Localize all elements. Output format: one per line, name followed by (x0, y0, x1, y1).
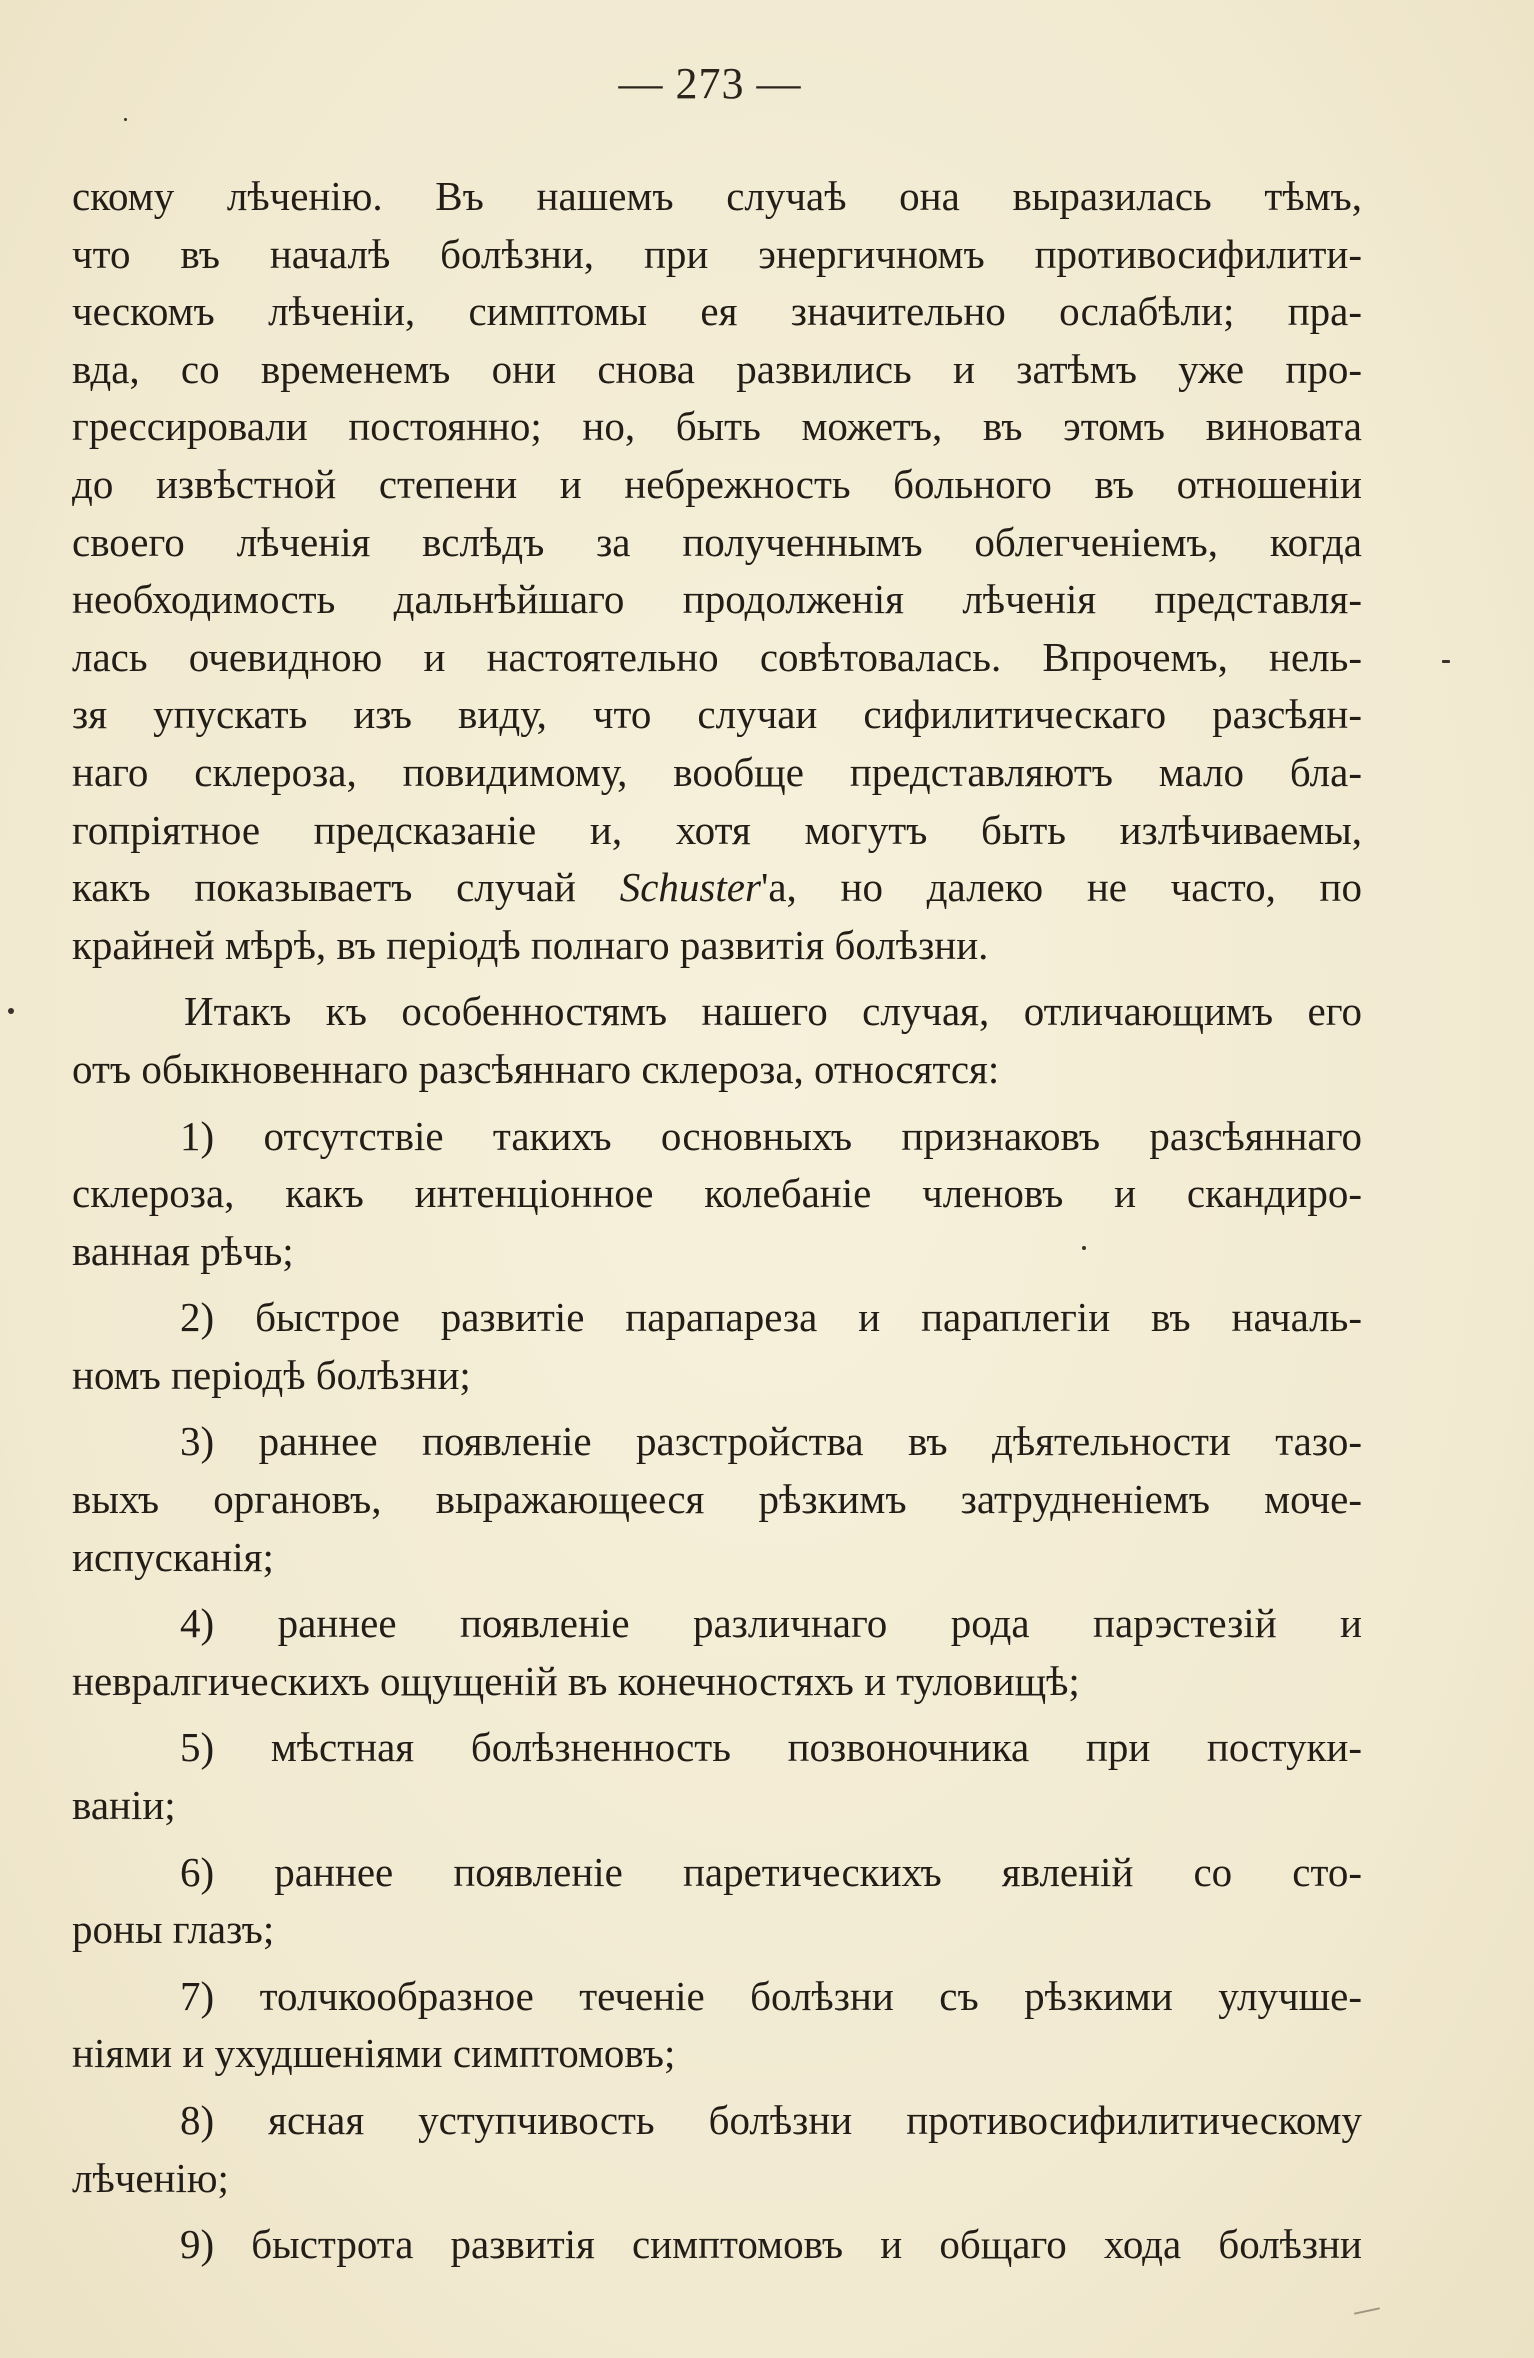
list-item-line: номъ періодѣ болѣзни; (72, 1351, 471, 1398)
paragraph-2 (72, 983, 1362, 1098)
list-item-line: невралгическихъ ощущеній въ конечностяхъ и туловищѣ; (72, 1657, 1080, 1704)
list-item-line: испусканія; (72, 1533, 274, 1580)
text-line: наго склероза, повидимому, вообще представляютъ мало бла- (72, 748, 1362, 795)
list-item-line: 8) ясная уступчивость болѣзни противосифилитическому (180, 2097, 1362, 2143)
list-item-line: 3) раннее появленіе разстройства въ дѣятельности тазо- (180, 1418, 1362, 1465)
page-number: — 273 — (618, 59, 802, 108)
text-line: вда, со временемъ они снова развились и затѣмъ уже про- (72, 345, 1362, 392)
paragraph-1 (72, 168, 1362, 974)
text-line: зя упускать изъ виду, что случаи сифилитическаго разсѣян- (72, 691, 1362, 738)
text-line: необходимость дальнѣйшаго продолженія лѣченія представля- (72, 576, 1362, 623)
text-line: грессировали постоянно; но, быть можетъ, въ этомъ виновата (72, 403, 1362, 450)
list-item-line: лѣченію; (72, 2154, 229, 2201)
text-fragment: 'а, но далеко не часто, по (760, 864, 1362, 911)
text-line: что въ началѣ болѣзни, при энергичномъ противосифилити- (72, 230, 1362, 277)
text-line: крайней мѣрѣ, въ періодѣ полнаго развитія болѣзни. (72, 921, 989, 968)
list-item (72, 1719, 1362, 1834)
list-item-line: 4) раннее появленіе различнаго рода парэстезій и (180, 1600, 1362, 1647)
scan-speck (124, 118, 127, 121)
scan-stroke (1354, 2307, 1380, 2314)
list-item (72, 2092, 1362, 2207)
list-item-line: 9) быстрота развитія симптомовъ и общаго хода болѣзни (180, 2221, 1362, 2268)
list-item-line: ніями и ухудшеніями симптомовъ; (72, 2030, 676, 2077)
features-list (72, 1108, 1362, 2274)
scan-speck (1442, 660, 1450, 663)
text-line: до извѣстной степени и небрежность больного въ отношеніи (72, 460, 1362, 507)
list-item-line: 6) раннее появленіе паретическихъ явленій со сто- (180, 1848, 1362, 1895)
text-line: скому лѣченію. Въ нашемъ случаѣ она выразилась тѣмъ, (72, 173, 1362, 219)
list-item-line: ванная рѣчь; (72, 1227, 294, 1274)
list-item-line: 7) толчкообразное теченіе болѣзни съ рѣзкими улучше- (180, 1972, 1362, 2019)
list-item (72, 1413, 1362, 1586)
list-item-line: склероза, какъ интенціонное колебаніе членовъ и скандиро- (72, 1170, 1362, 1217)
text-line: лась очевидною и настоятельно совѣтовалась. Впрочемъ, нель- (72, 633, 1362, 680)
list-item (72, 1595, 1362, 1710)
text-line: ческомъ лѣченіи, симптомы ея значительно ослабѣли; пра- (72, 288, 1362, 335)
body-text (72, 168, 1362, 2274)
text-fragment: какъ показываетъ случай (72, 864, 620, 911)
list-item (72, 1968, 1362, 2083)
scan-speck (1082, 1246, 1086, 1250)
list-item-line: 1) отсутствіе такихъ основныхъ признаковъ разсѣяннаго (180, 1112, 1362, 1159)
list-item-line: ваніи; (72, 1782, 176, 1829)
list-item-line: 2) быстрое развитіе парапареза и параплегіи въ началь- (180, 1294, 1362, 1341)
list-item (72, 2216, 1362, 2274)
list-item (72, 1844, 1362, 1959)
scan-speck (8, 1008, 14, 1014)
list-item (72, 1108, 1362, 1281)
text-line: своего лѣченія вслѣдъ за полученнымъ облегченіемъ, когда (72, 518, 1362, 565)
list-item-line: выхъ органовъ, выражающееся рѣзкимъ затрудненіемъ моче- (72, 1476, 1362, 1523)
text-line: Итакъ къ особенностямъ нашего случая, отличающимъ его (184, 988, 1362, 1035)
author-name-italic: Schuster (619, 864, 761, 911)
list-item (72, 1289, 1362, 1404)
text-line: гопріятное предсказаніе и, хотя могутъ быть излѣчиваемы, (72, 806, 1362, 853)
list-item-line: роны глазъ; (72, 1906, 275, 1953)
list-item-line: 5) мѣстная болѣзненность позвоночника при постуки- (180, 1724, 1362, 1771)
text-line: отъ обыкновеннаго разсѣяннаго склероза, относятся: (72, 1045, 1000, 1092)
text-line-with-citation (72, 859, 1362, 917)
